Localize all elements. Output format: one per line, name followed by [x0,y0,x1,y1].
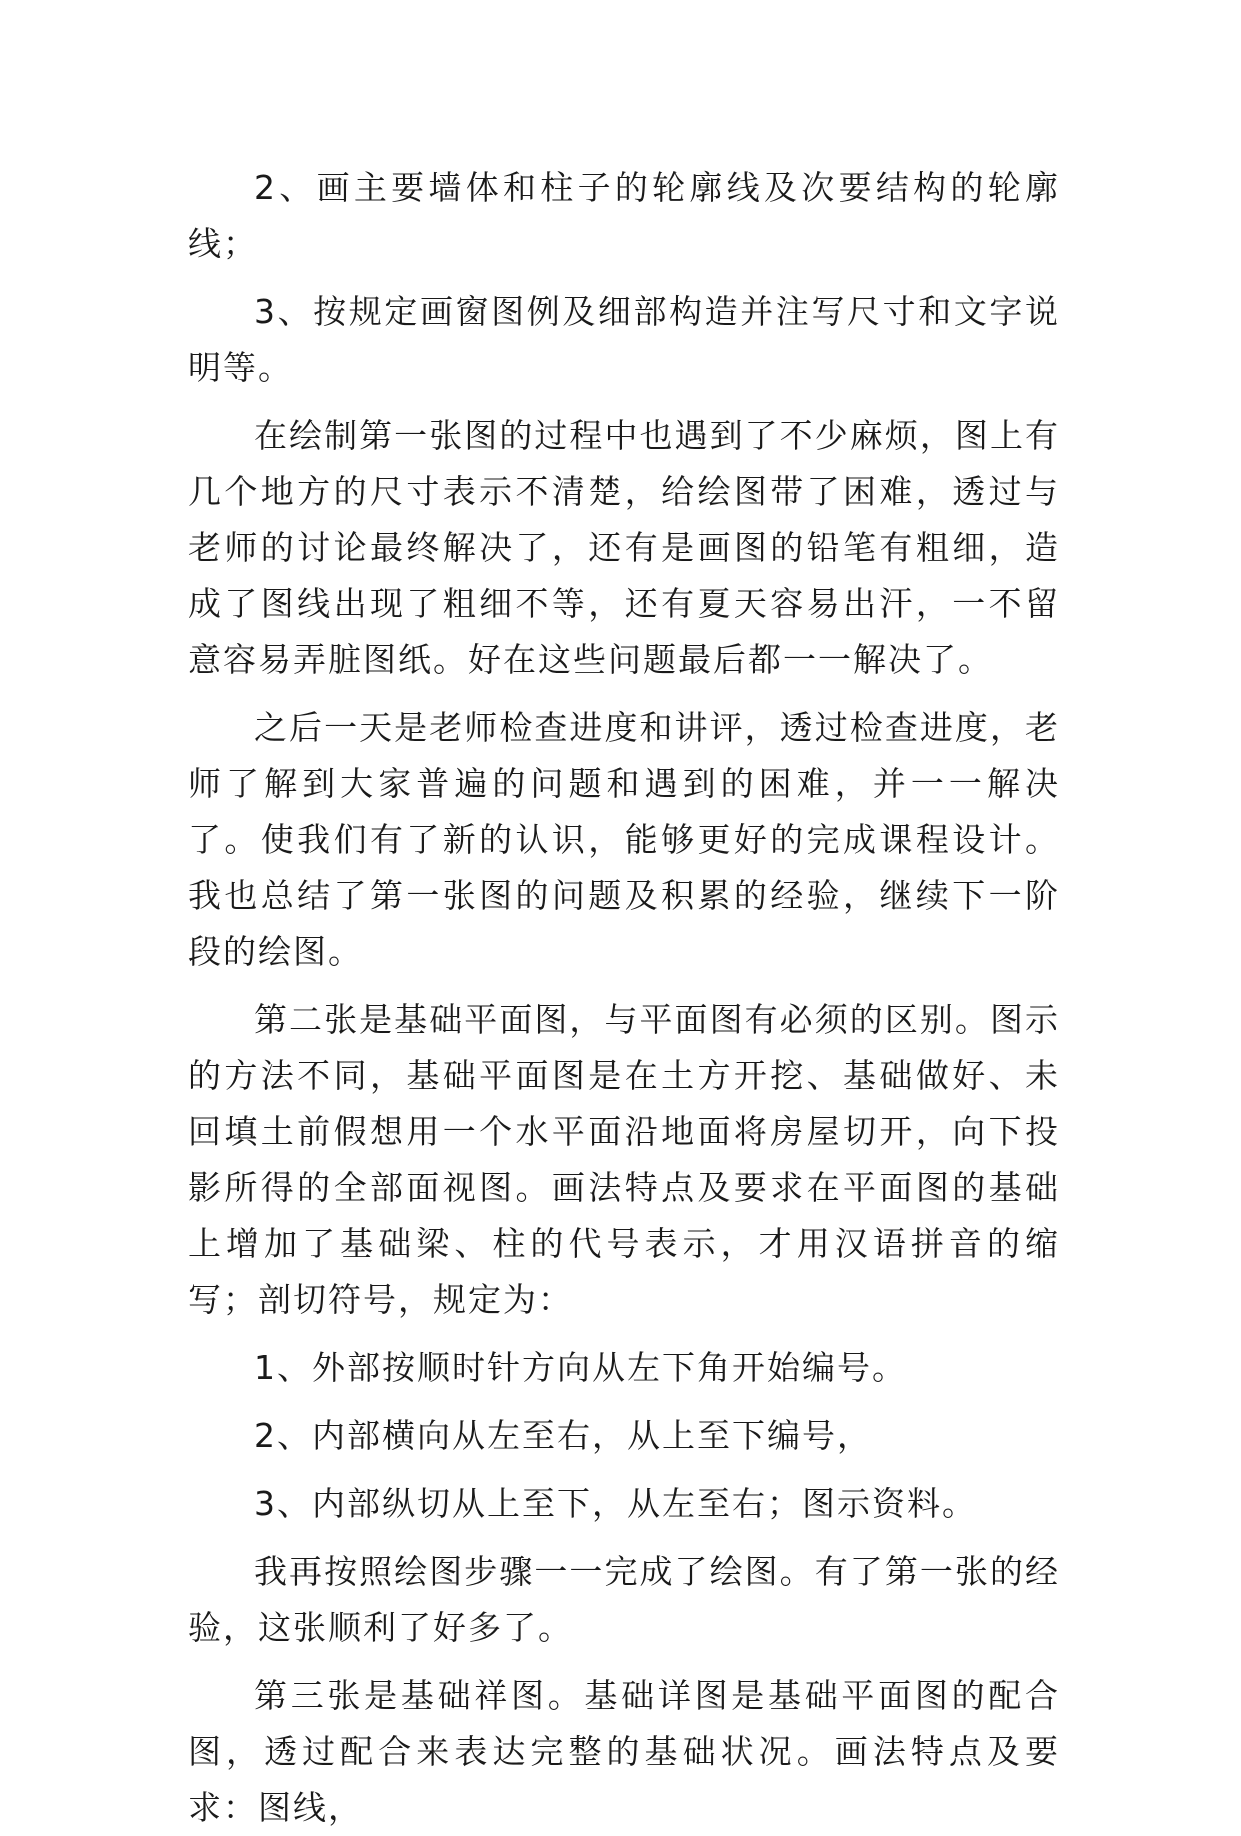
paragraph-step-2: 2、画主要墙体和柱子的轮廓线及次要结构的轮廓线； [188,168,1060,263]
paragraph-rule-3: 3、内部纵切从上至下，从左至右；图示资料。 [254,1484,977,1523]
paragraph-rule-2: 2、内部横向从左至右，从上至下编号， [254,1416,872,1455]
paragraph-foundation-detail: 第三张是基础祥图。基础详图是基础平面图的配合图，透过配合来表达完整的基础状况。画法特点及要求：图线， [188,1676,1060,1827]
paragraph-rule-1: 1、外部按顺时针方向从左下角开始编号。 [254,1348,907,1387]
paragraph-completed-drawing: 我再按照绘图步骤一一完成了绘图。有了第一张的经验，这张顺利了好多了。 [188,1552,1060,1647]
paragraph-foundation-plan: 第二张是基础平面图，与平面图有必须的区别。图示的方法不同，基础平面图是在土方开挖、基础做好、未回填土前假想用一个水平面沿地面将房屋切开，向下投影所得的全部面视图。画法特点及要求在平面图的基础上增加了基础梁、柱的代号表示，才用汉语拼音的缩写；剖切符号，规定为： [188,1000,1060,1319]
document-body [188,160,1060,1836]
paragraph-first-drawing-problems: 在绘制第一张图的过程中也遇到了不少麻烦，图上有几个地方的尺寸表示不清楚，给绘图带了困难，透过与老师的讨论最终解决了，还有是画图的铅笔有粗细，造成了图线出现了粗细不等，还有夏天容易出汗，一不留意容易弄脏图纸。好在这些问题最后都一一解决了。 [188,416,1060,679]
paragraph-teacher-review: 之后一天是老师检查进度和讲评，透过检查进度，老师了解到大家普遍的问题和遇到的困难，并一一解决了。使我们有了新的认识，能够更好的完成课程设计。我也总结了第一张图的问题及积累的经验，继续下一阶段的绘图。 [188,708,1060,971]
paragraph-step-3: 3、按规定画窗图例及细部构造并注写尺寸和文字说明等。 [188,292,1060,387]
